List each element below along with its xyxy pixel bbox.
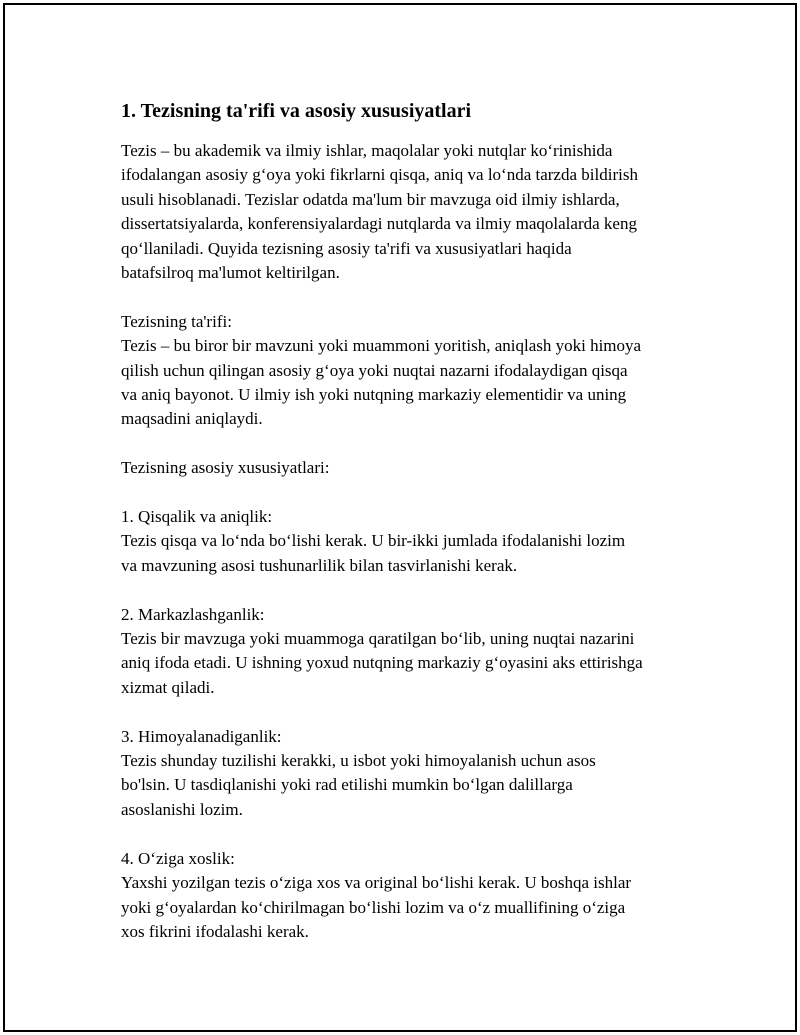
- feature-line: xizmat qiladi.: [121, 677, 215, 697]
- feature-line: Tezis qisqa va loʻnda boʻlishi kerak. U bir-ikki jumlada ifodalanishi lozim: [121, 531, 626, 551]
- feature-line: bo'lsin. U tasdiqlanishi yoki rad etilishi mumkin boʻlgan dalillarga: [121, 775, 573, 795]
- feature-line: asoslanishi lozim.: [121, 799, 243, 819]
- intro-line: ifodalangan asosiy gʻoya yoki fikrlarni qisqa, aniq va loʻnda tarzda bildirish: [121, 165, 638, 185]
- definition-line: maqsadini aniqlaydi.: [121, 409, 263, 429]
- section-title: 1. Tezisning ta'rifi va asosiy xususiyatlari: [121, 100, 472, 122]
- definition-heading: Tezisning ta'rifi:: [121, 311, 232, 331]
- intro-paragraph: [121, 139, 701, 285]
- feature-paragraph: [121, 603, 701, 701]
- feature-heading: 2. Markazlashganlik:: [121, 604, 265, 624]
- definition-line: qilish uchun qilingan asosiy gʻoya yoki nuqtai nazarni ifodalaydigan qisqa: [121, 360, 628, 380]
- feature-heading: 1. Qisqalik va aniqlik:: [121, 507, 273, 527]
- feature-paragraph: [121, 847, 701, 945]
- features-heading: Tezisning asosiy xususiyatlari:: [121, 458, 330, 478]
- features-heading-paragraph: [121, 456, 701, 480]
- definition-line: va aniq bayonot. U ilmiy ish yoki nutqning markaziy elementidir va uning: [121, 385, 627, 405]
- feature-line: va mavzuning asosi tushunarlilik bilan tasvirlanishi kerak.: [121, 555, 518, 575]
- intro-line: batafsilroq ma'lumot keltirilgan.: [121, 263, 340, 283]
- feature-line: xos fikrini ifodalashi kerak.: [121, 921, 309, 941]
- feature-heading: 3. Himoyalanadiganlik:: [121, 726, 282, 746]
- document-page: [3, 3, 797, 1032]
- feature-line: Tezis shunday tuzilishi kerakki, u isbot yoki himoyalanish uchun asos: [121, 751, 596, 771]
- document-body: [121, 97, 701, 969]
- feature-line: yoki gʻoyalardan koʻchirilmagan boʻlishi lozim va oʻz muallifining oʻziga: [121, 897, 626, 917]
- intro-line: qoʻllaniladi. Quyida tezisning asosiy ta'rifi va xususiyatlari haqida: [121, 238, 572, 258]
- intro-line: usuli hisoblanadi. Tezislar odatda ma'lum bir mavzuga oid ilmiy ishlarda,: [121, 189, 620, 209]
- feature-line: Tezis bir mavzuga yoki muammoga qaratilgan boʻlib, uning nuqtai nazarini: [121, 629, 635, 649]
- feature-line: aniq ifoda etadi. U ishning yoxud nutqning markaziy gʻoyasini aks ettirishga: [121, 653, 643, 673]
- feature-heading: 4. Oʻziga xoslik:: [121, 848, 235, 868]
- feature-paragraph: [121, 505, 701, 578]
- intro-line: Tezis – bu akademik va ilmiy ishlar, maqolalar yoki nutqlar koʻrinishida: [121, 141, 613, 160]
- feature-paragraph: [121, 725, 701, 823]
- definition-line: Tezis – bu biror bir mavzuni yoki muammoni yoritish, aniqlash yoki himoya: [121, 336, 642, 356]
- intro-line: dissertatsiyalarda, konferensiyalardagi nutqlarda va ilmiy maqolalarda keng: [121, 214, 637, 234]
- feature-line: Yaxshi yozilgan tezis oʻziga xos va original boʻlishi kerak. U boshqa ishlar: [121, 873, 632, 893]
- definition-paragraph: [121, 310, 701, 432]
